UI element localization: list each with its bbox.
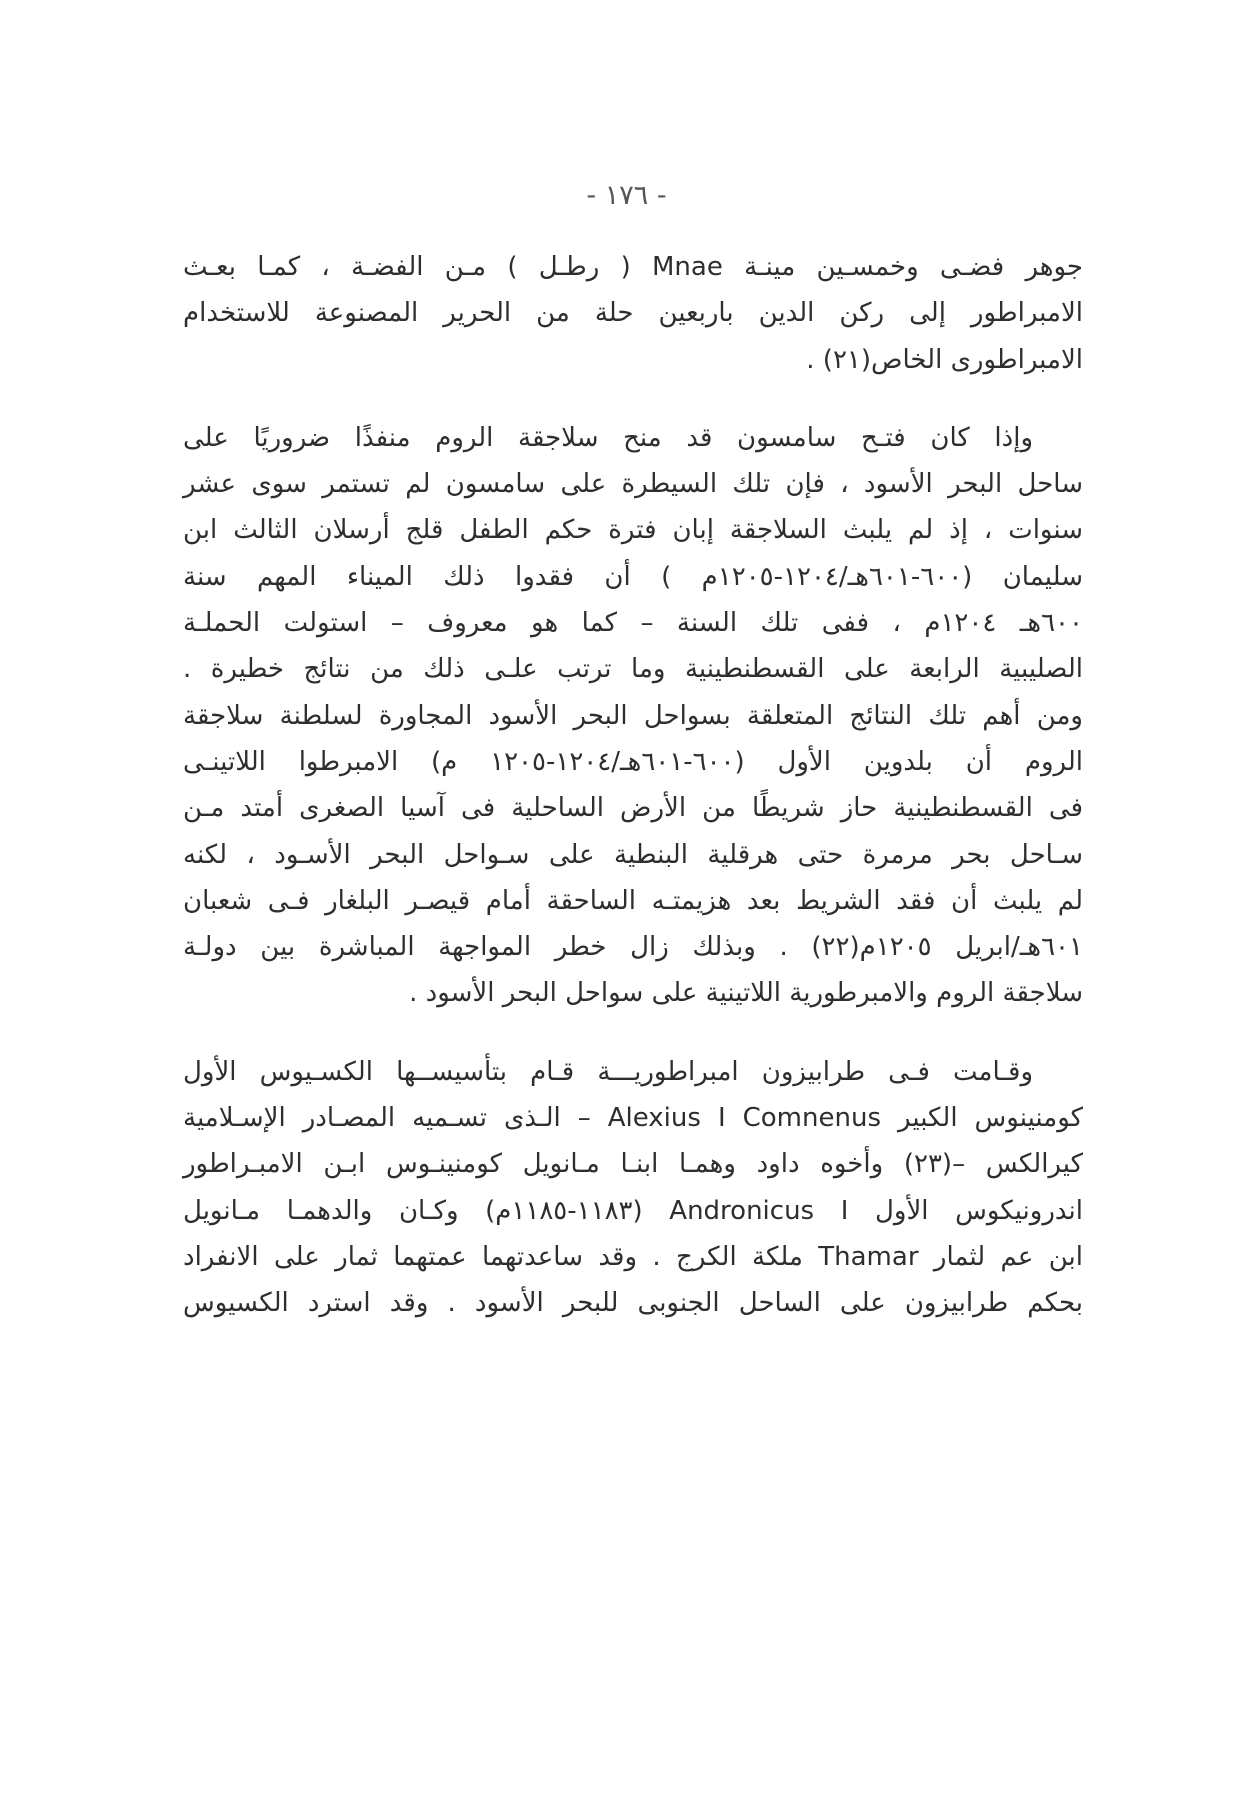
text-line: كيرالكس –(٢٣) وأخوه داود وهمـا ابنـا مـانويل كومنينـوس ابـن الامبـراطور [183, 1149, 1083, 1180]
text-line: سليمان (٦٠٠-٦٠١هـ/١٢٠٤-١٢٠٥م ) أن فقدوا ذلك الميناء المهم سنة [183, 561, 1083, 592]
text-line: ٦٠٠هـ ١٢٠٤م ، ففى تلك السنة – كما هو معروف – استولت الحملـة [183, 608, 1083, 639]
text-line: كومنينوس الكبير Alexius I Comnenus – الـذى تسـميه المصـادر الإسـلامية [183, 1103, 1084, 1134]
text-line: سلاجقة الروم والامبرطورية اللاتينية على سواحل البحر الأسود . [409, 978, 1083, 1009]
text-line: الامبراطور إلى ركن الدين باربعين حلة من الحرير المصنوعة للاستخدام [183, 298, 1083, 329]
text-line: لم يلبث أن فقد الشريط بعد هزيمتـه الساحقة أمام قيصـر البلغار فـى شعبان [183, 885, 1083, 916]
paragraph-1 [183, 244, 1083, 383]
text-line: الروم أن بلدوين الأول (٦٠٠-٦٠١هـ/١٢٠٤-١٢٠٥ م) الامبرطوا اللاتينـى [183, 746, 1083, 777]
text-line: سـاحل بحر مرمرة حتى هرقلية البنطية على سـواحل البحر الأسـود ، لكنه [183, 839, 1083, 870]
text-line: سنوات ، إذ لم يلبث السلاجقة إبان فترة حكم الطفل قلج أرسلان الثالث ابن [183, 515, 1083, 546]
text-line: فى القسطنطينية حاز شريطًا من الأرض الساحلية فى آسيا الصغرى أمتد مـن [183, 793, 1083, 824]
text-line: وقـامت فـى طرابيزون امبراطوريـــة قـام بتأسيســها الكسـيوس الأول [183, 1056, 1033, 1087]
text-line: جوهر فضـى وخمسـين مينـة Mnae ( رطـل ) مـن الفضـة ، كمـا بعـث [183, 252, 1083, 282]
paragraph-2 [183, 415, 1083, 1017]
document-body [183, 244, 1083, 1327]
paragraph-3 [183, 1049, 1083, 1327]
paragraph-gap [183, 383, 1083, 415]
page-number: - ١٧٦ - [586, 180, 667, 211]
text-line: ابن عم لثمار Thamar ملكة الكرج . وقد ساعدتهما عمتهما ثمار على الانفراد [183, 1241, 1083, 1272]
text-line: الامبراطورى الخاص(٢١) . [806, 344, 1083, 375]
text-line: وإذا كان فتـح سامسون قد منح سلاجقة الروم منفذًا ضروريًا على [183, 422, 1033, 453]
text-line: الصليبية الرابعة على القسطنطينية وما ترتب علـى ذلك من نتائج خطيرة . [183, 654, 1083, 685]
text-line: ساحل البحر الأسود ، فإن تلك السيطرة على سامسون لم تستمر سوى عشر [183, 469, 1083, 500]
paragraph-gap [183, 1017, 1083, 1049]
text-line: اندرونيكوس الأول Andronicus I (١١٨٣-١١٨٥م) وكـان والدهمـا مـانويل [183, 1195, 1083, 1226]
text-line: ومن أهم تلك النتائج المتعلقة بسواحل البحر الأسود المجاورة لسلطنة سلاجقة [183, 700, 1083, 731]
text-line: ٦٠١هـ/ابريل ١٢٠٥م(٢٢) . وبذلك زال خطر المواجهة المباشرة بين دولـة [183, 932, 1083, 963]
text-line: بحكم طرابيزون على الساحل الجنوبى للبحر الأسود . وقد استرد الكسيوس [183, 1288, 1083, 1319]
